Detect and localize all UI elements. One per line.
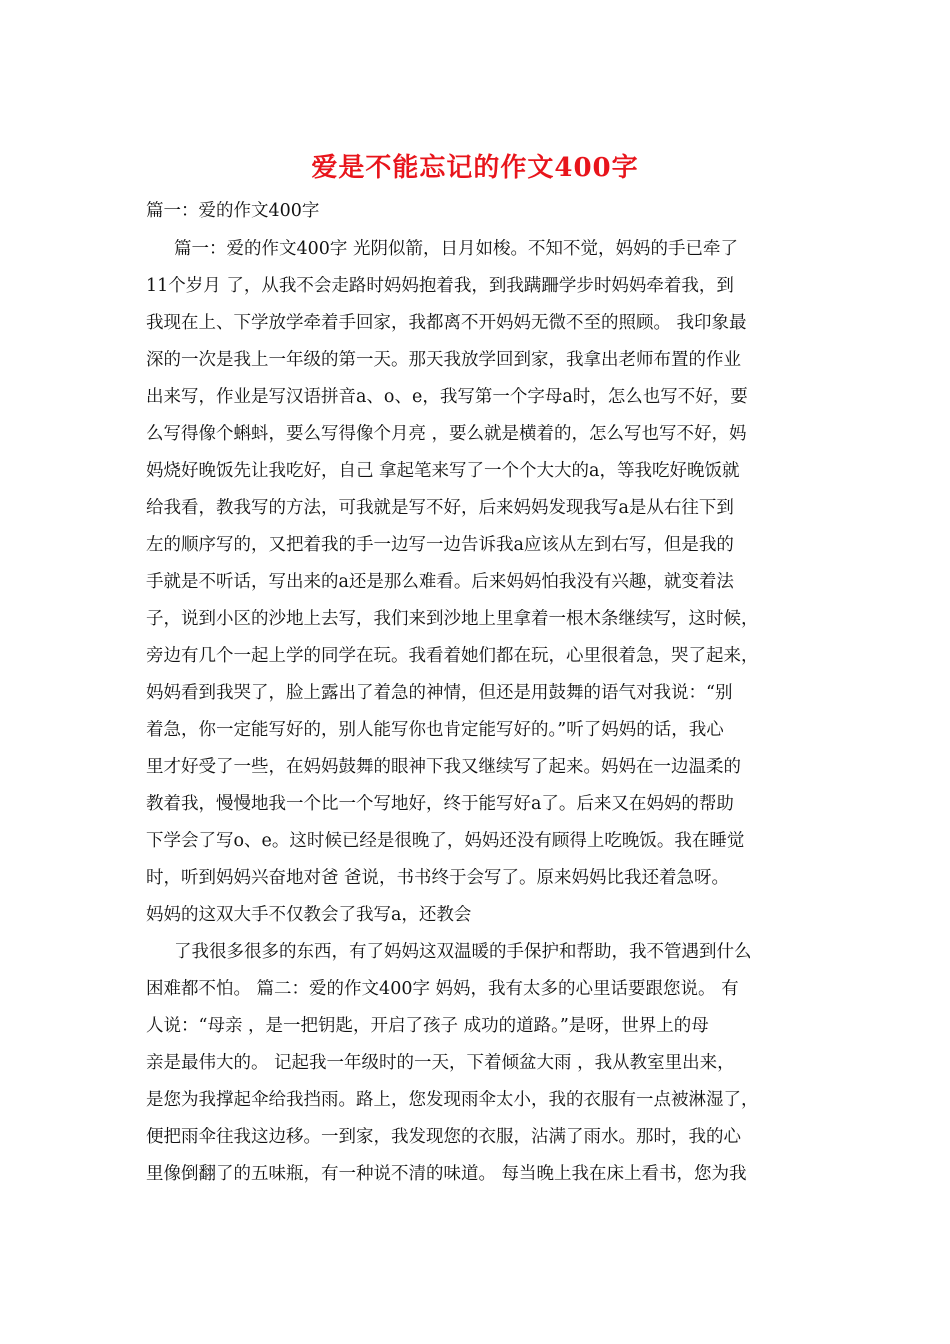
document-body bbox=[146, 231, 810, 1193]
body-line: 旁边有几个一起上学的同学在玩。我看着她们都在玩，心里很着急，哭了起来， bbox=[146, 646, 759, 666]
body-line: 左的顺序写的，又把着我的手一边写一边告诉我a应该从左到右写，但是我的 bbox=[146, 535, 734, 555]
body-line: 妈烧好晚饭先让我吃好，自己 拿起笔来写了一个个大大的a，等我吃好晚饭就 bbox=[146, 461, 740, 481]
body-line: 下学会了写o、e。这时候已经是很晚了，妈妈还没有顾得上吃晚饭。我在睡觉 bbox=[146, 831, 745, 851]
body-line: 手就是不听话，写出来的a还是那么难看。后来妈妈怕我没有兴趣，就变着法 bbox=[146, 572, 734, 592]
document-subheading: 篇一：爱的作文400字 bbox=[146, 201, 320, 221]
body-line: 亲是最伟大的。 记起我一年级时的一天，下着倾盆大雨 ，我从教室里出来， bbox=[146, 1053, 735, 1073]
body-line: 人说：“母亲 ，是一把钥匙，开启了孩子 成功的道路。”是呀，世界上的母 bbox=[146, 1016, 709, 1036]
body-line: 给我看，教我写的方法，可我就是写不好，后来妈妈发现我写a是从右往下到 bbox=[146, 498, 734, 518]
body-line: 11个岁月 了，从我不会走路时妈妈抱着我，到我蹒跚学步时妈妈牵着我，到 bbox=[146, 276, 734, 296]
body-line: 里才好受了一些，在妈妈鼓舞的眼神下我又继续写了起来。妈妈在一边温柔的 bbox=[146, 757, 741, 777]
body-line: 么写得像个蝌蚪，要么写得像个月亮 ，要么就是横着的，怎么写也写不好，妈 bbox=[146, 424, 747, 444]
body-line: 妈妈看到我哭了，脸上露出了着急的神情，但还是用鼓舞的语气对我说：“别 bbox=[146, 683, 733, 703]
body-line: 教着我，慢慢地我一个比一个写地好，终于能写好a了。后来又在妈妈的帮助 bbox=[146, 794, 734, 814]
body-line: 了我很多很多的东西，有了妈妈这双温暖的手保护和帮助，我不管遇到什么 bbox=[174, 942, 752, 962]
body-line: 我现在上、下学放学牵着手回家，我都离不开妈妈无微不至的照顾。 我印象最 bbox=[146, 313, 747, 333]
body-line: 困难都不怕。 篇二：爱的作文400字 妈妈，我有太多的心里话要跟您说。 有 bbox=[146, 979, 739, 999]
body-line: 妈妈的这双大手不仅教会了我写a，还教会 bbox=[146, 905, 472, 925]
body-line: 出来写，作业是写汉语拼音a、o、e，我写第一个字母a时，怎么也写不好，要 bbox=[146, 387, 748, 407]
body-line: 篇一：爱的作文400字 光阴似箭，日月如梭。不知不觉，妈妈的手已牵了 bbox=[174, 239, 738, 259]
body-line: 里像倒翻了的五味瓶，有一种说不清的味道。 每当晚上我在床上看书，您为我 bbox=[146, 1164, 747, 1184]
body-line: 着急，你一定能写好的，别人能写你也肯定能写好的。”听了妈妈的话，我心 bbox=[146, 720, 724, 740]
body-line: 子，说到小区的沙地上去写，我们来到沙地上里拿着一根木条继续写，这时候， bbox=[146, 609, 759, 629]
document-title: 爱是不能忘记的作文400字 bbox=[311, 153, 639, 183]
body-line: 深的一次是我上一年级的第一天。那天我放学回到家，我拿出老师布置的作业 bbox=[146, 350, 741, 370]
body-line: 时，听到妈妈兴奋地对爸 爸说，书书终于会写了。原来妈妈比我还着急呀。 bbox=[146, 868, 730, 888]
body-line: 是您为我撑起伞给我挡雨。路上，您发现雨伞太小，我的衣服有一点被淋湿了， bbox=[146, 1090, 759, 1110]
body-line: 便把雨伞往我这边移。一到家，我发现您的衣服，沾满了雨水。那时，我的心 bbox=[146, 1127, 741, 1147]
